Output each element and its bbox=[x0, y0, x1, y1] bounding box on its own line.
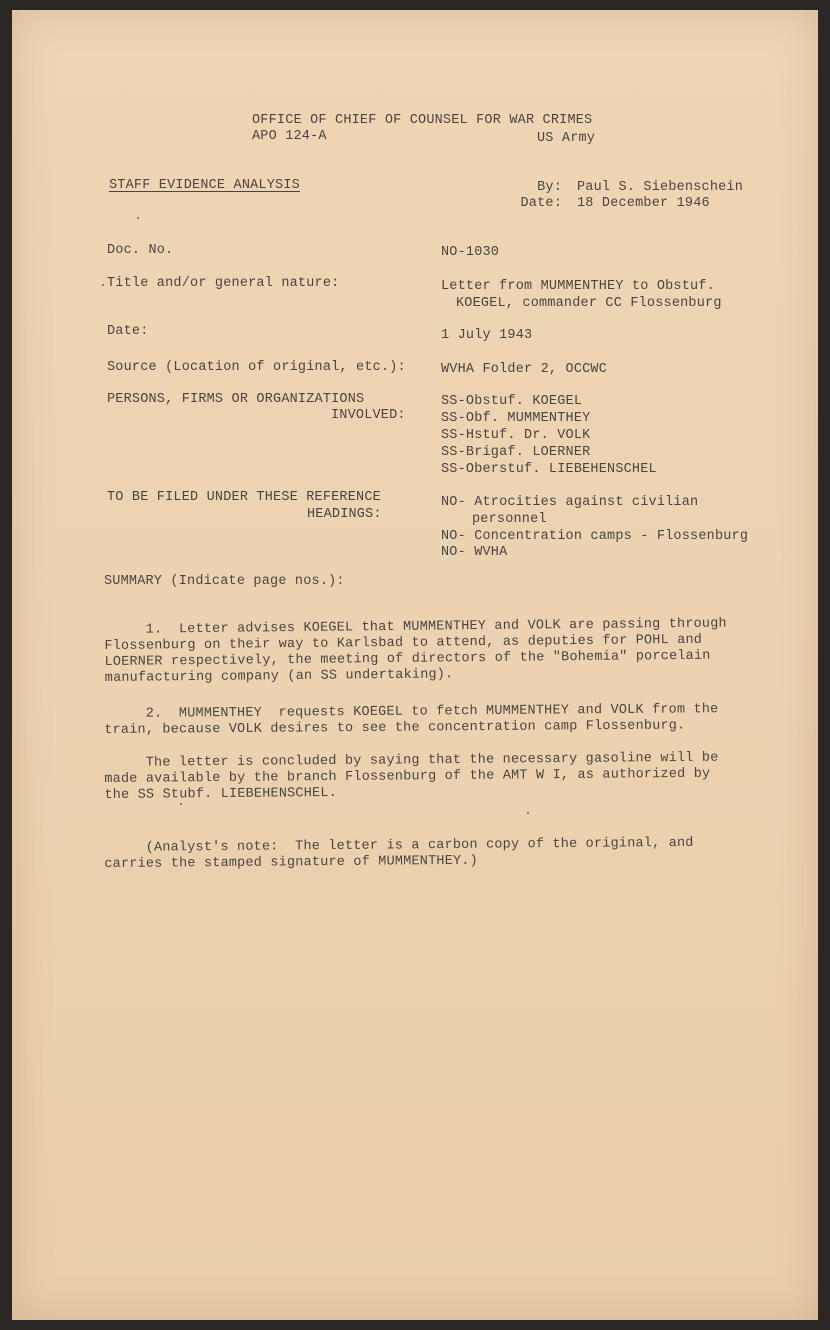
summary-p3-line: The letter is concluded by saying that the necessary gasoline will be bbox=[104, 750, 719, 771]
summary-p2-line: train, because VOLK desires to see the concentration camp Flossenburg. bbox=[104, 718, 686, 738]
summary-p1-line: LOERNER respectively, the meeting of directors of the "Bohemia" porcelain bbox=[104, 648, 711, 670]
office-title: OFFICE OF CHIEF OF COUNSEL FOR WAR CRIMES bbox=[252, 113, 593, 128]
heading-atrocities: NO- Atrocities against civilian bbox=[441, 495, 699, 510]
ink-speck bbox=[527, 812, 529, 814]
title-value-line-2: KOEGEL, commander CC Flossenburg bbox=[456, 296, 722, 311]
heading-concentration-camps: NO- Concentration camps - Flossenburg bbox=[441, 529, 749, 544]
document-heading: STAFF EVIDENCE ANALYSIS bbox=[109, 178, 300, 193]
summary-paragraph-2 bbox=[104, 686, 719, 739]
analysis-date-label: Date: bbox=[520, 196, 562, 211]
title-value-line-1: Letter from MUMMENTHEY to Obstuf. bbox=[441, 279, 715, 294]
ink-speck bbox=[102, 284, 104, 286]
source-value: WVHA Folder 2, OCCWC bbox=[441, 362, 608, 377]
person-liebehenschel: SS-Oberstuf. LIEBEHENSCHEL bbox=[441, 462, 657, 477]
analyst-note-line: (Analyst's note: The letter is a carbon copy of the original, and bbox=[104, 835, 694, 856]
doc-no-value: NO-1030 bbox=[441, 245, 500, 260]
person-mummenthey: SS-Obf. MUMMENTHEY bbox=[441, 411, 591, 426]
analyst-name: Paul S. Siebenschein bbox=[577, 180, 744, 195]
persons-label-line-2: INVOLVED: bbox=[331, 408, 406, 423]
summary-p1-line: Flossenburg on their way to Karlsbad to attend, as deputies for POHL and bbox=[104, 632, 703, 654]
apo-number: APO 124-A bbox=[252, 129, 327, 144]
doc-no-label: Doc. No. bbox=[107, 243, 174, 258]
summary-p3-line: the SS Stubf. LIEBEHENSCHEL. bbox=[104, 785, 337, 803]
person-koegel: SS-Obstuf. KOEGEL bbox=[441, 394, 583, 409]
summary-p3-line: made available by the branch Flossenburg of the AMT W I, as authorized by bbox=[104, 766, 711, 787]
summary-p1-line: manufacturing company (an SS undertaking). bbox=[104, 667, 454, 686]
heading-wvha: NO- WVHA bbox=[441, 545, 508, 560]
file-under-label-line-2: HEADINGS: bbox=[307, 507, 382, 522]
person-volk: SS-Hstuf. Dr. VOLK bbox=[441, 428, 591, 443]
source-label: Source (Location of original, etc.): bbox=[107, 360, 406, 375]
summary-label: SUMMARY (Indicate page nos.): bbox=[104, 574, 345, 589]
summary-paragraph-3 bbox=[104, 735, 719, 804]
analysis-date: 18 December 1946 bbox=[577, 196, 710, 211]
ink-speck bbox=[137, 217, 139, 219]
letter-date-value: 1 July 1943 bbox=[441, 328, 533, 343]
title-label: Title and/or general nature: bbox=[107, 276, 340, 291]
ink-speck bbox=[180, 803, 182, 805]
summary-paragraph-1 bbox=[104, 600, 727, 687]
army-label: US Army bbox=[537, 131, 596, 146]
by-label: By: bbox=[537, 180, 562, 195]
analyst-note bbox=[104, 820, 694, 873]
file-under-label-line-1: TO BE FILED UNDER THESE REFERENCE bbox=[107, 490, 381, 505]
persons-label-line-1: PERSONS, FIRMS OR ORGANIZATIONS bbox=[107, 392, 365, 407]
letter-date-label: Date: bbox=[107, 324, 149, 339]
summary-p2-line: 2. MUMMENTHEY requests KOEGEL to fetch MUMMENTHEY and VOLK from the bbox=[104, 702, 719, 722]
person-loerner: SS-Brigaf. LOERNER bbox=[441, 445, 591, 460]
summary-p1-line: 1. Letter advises KOEGEL that MUMMENTHEY and VOLK are passing through bbox=[104, 616, 727, 638]
heading-atrocities-cont: personnel bbox=[472, 512, 547, 527]
analyst-note-line: carries the stamped signature of MUMMENTHEY.) bbox=[104, 853, 478, 872]
